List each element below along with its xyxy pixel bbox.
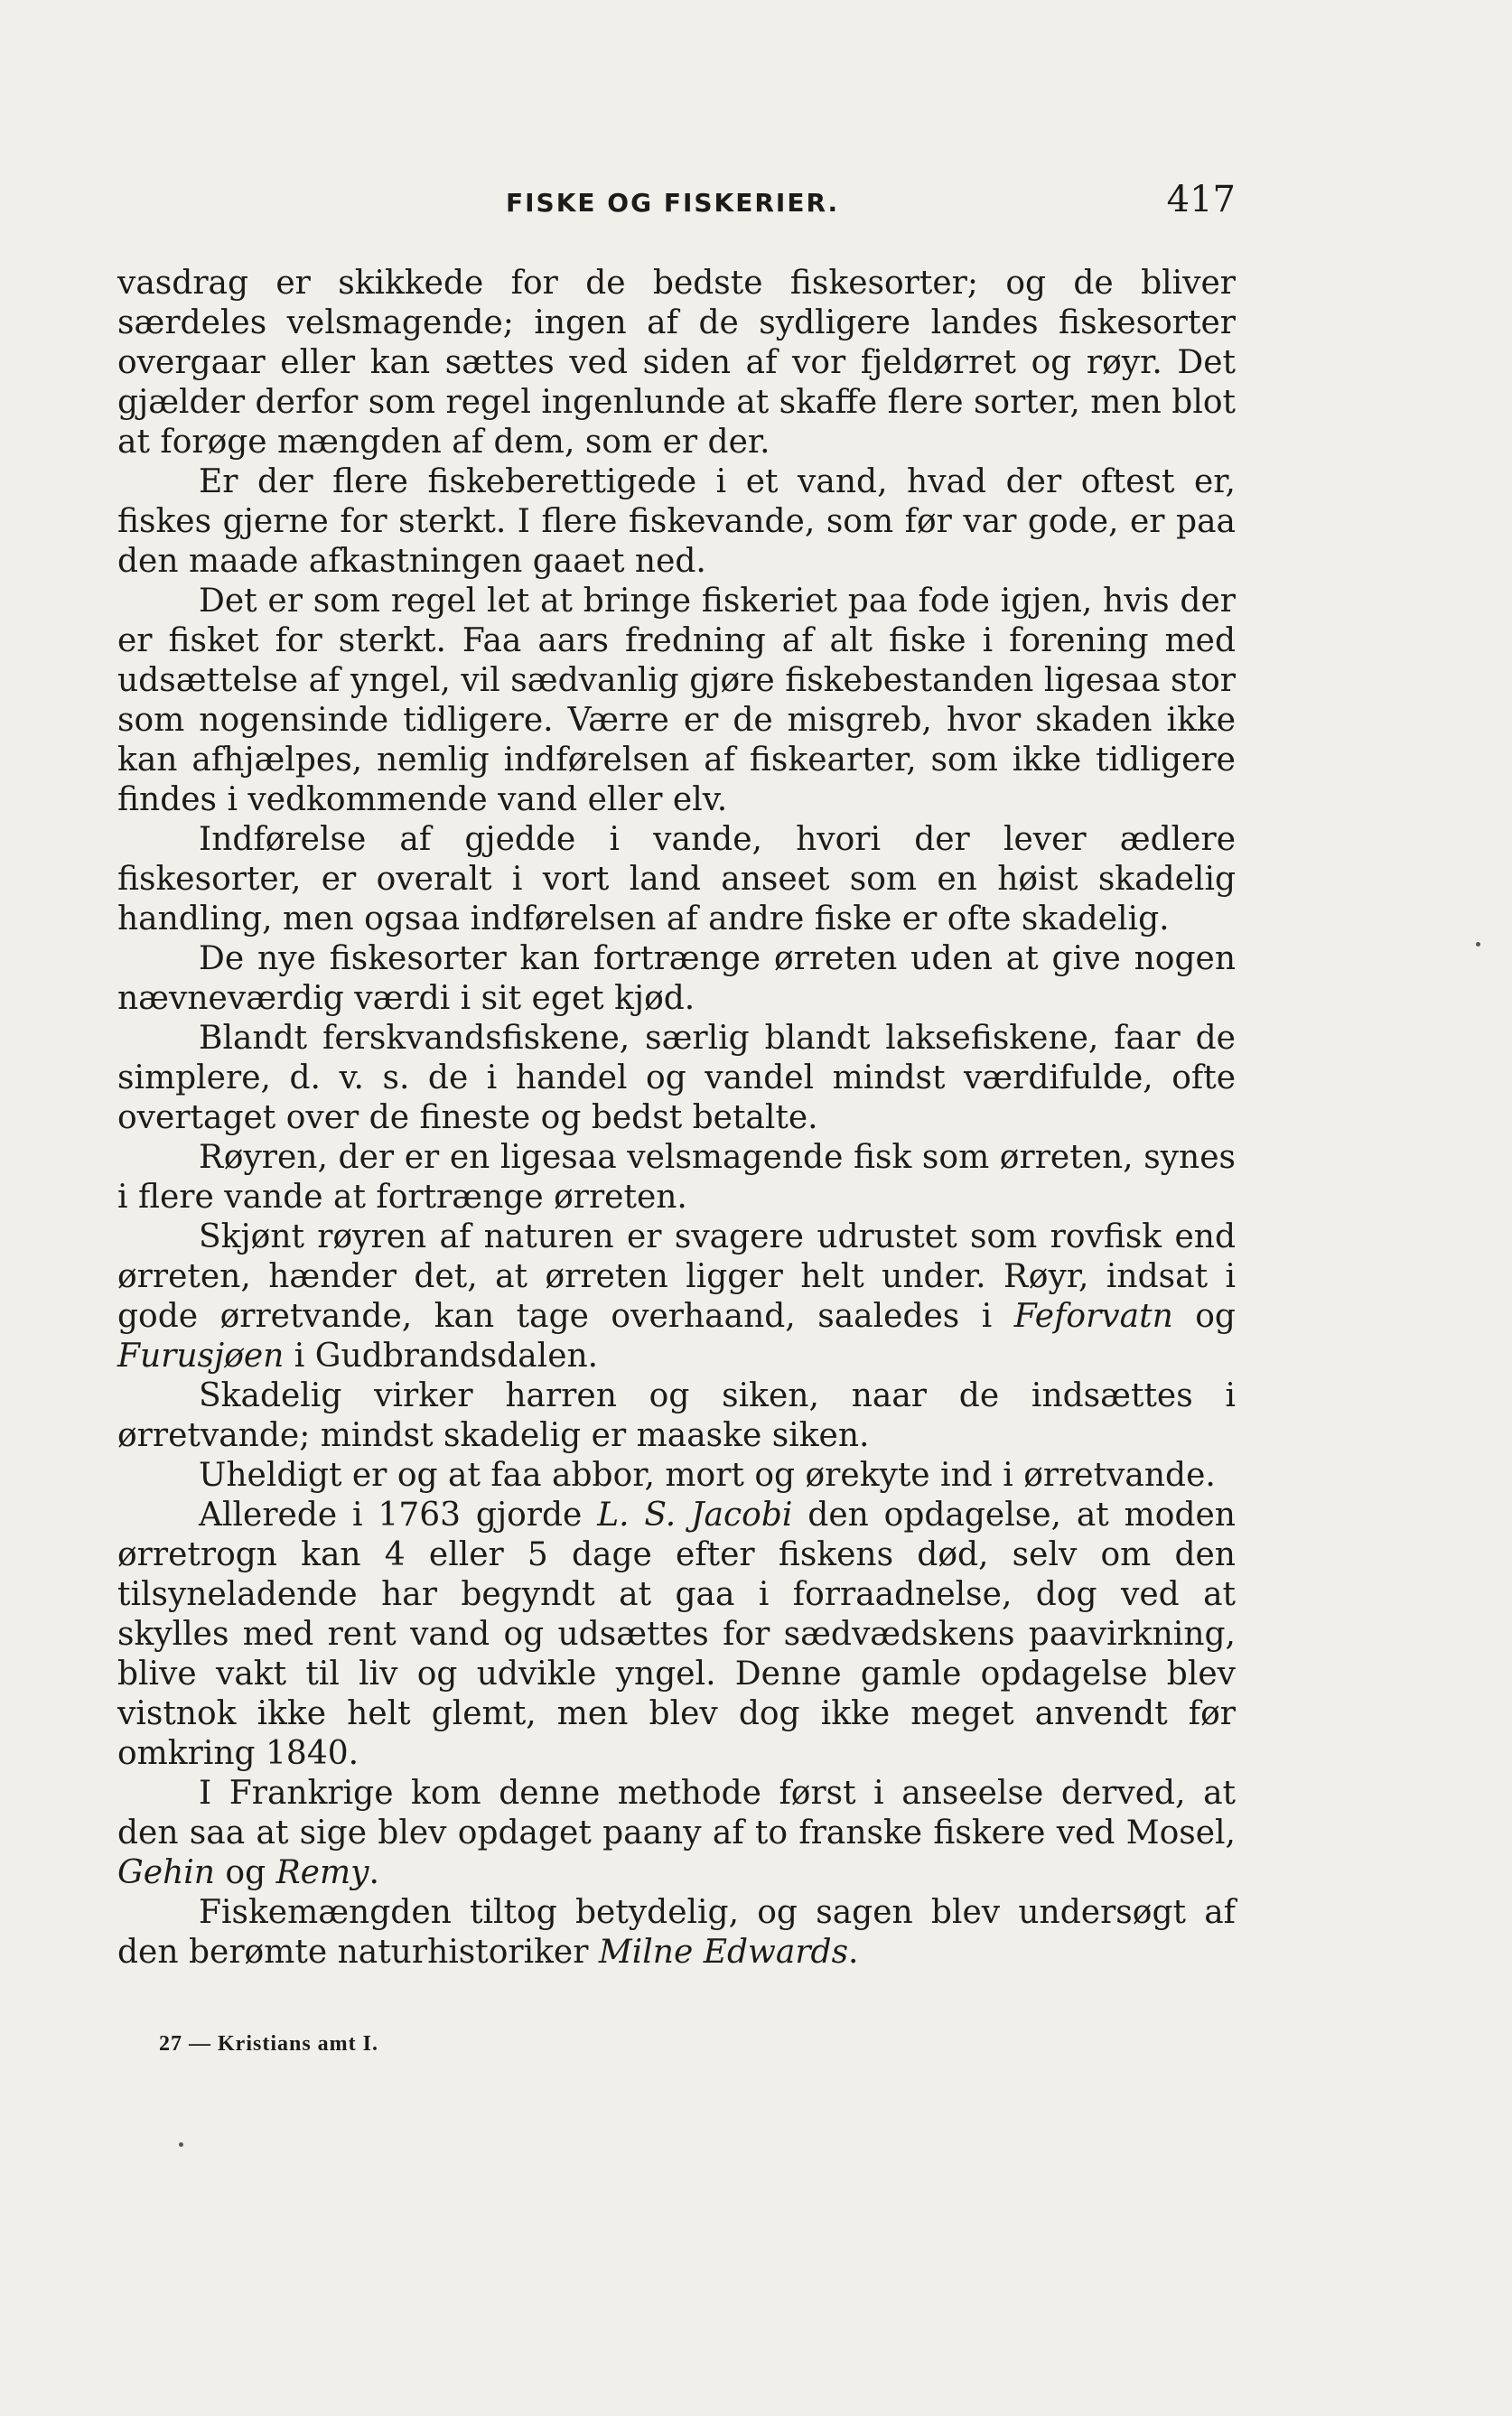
print-speck bbox=[179, 2142, 183, 2147]
text-run: i Gudbrandsdalen. bbox=[284, 1338, 599, 1375]
text-run: og bbox=[214, 1854, 276, 1891]
paragraph bbox=[117, 1893, 1236, 1973]
paragraph: Indførelse af gjedde i vande, hvori der lever ædlere fiskesorter, er overalt i vort land anseet som en høist skadelig handling, men ogsaa indførelsen af andre fiske er ofte skadelig. bbox=[117, 821, 1236, 937]
paragraph bbox=[117, 1496, 1236, 1774]
person-name: L. S. Jacobi bbox=[597, 1497, 793, 1534]
text-run: I Frankrige kom denne methode først i anseelse derved, at den saa at sige blev opdaget paany af to franske fiskere ved Mosel, bbox=[117, 1775, 1236, 1852]
paragraph: Skadelig virker harren og siken, naar de indsættes i ørretvande; mindst skadelig er maaske siken. bbox=[117, 1377, 1236, 1454]
page-number: 417 bbox=[1166, 179, 1236, 220]
paragraph: De nye fiskesorter kan fortrænge ørreten uden at give nogen nævneværdig værdi i sit eget kjød. bbox=[117, 940, 1236, 1017]
print-speck bbox=[1476, 942, 1480, 947]
place-name: Furusjøen bbox=[117, 1338, 285, 1375]
paragraph: vasdrag er skikkede for de bedste fiskesorter; og de bliver særdeles velsmagende; ingen af de sydligere landes fiskesorter overgaar eller kan sættes ved siden af vor fjeldørret og røyr. Det gjælder derfor som regel ingenlunde at skaffe flere sorter, men blot at forøge mængden af dem, som er der. bbox=[117, 265, 1236, 461]
person-name: Remy bbox=[275, 1854, 369, 1891]
paragraph: Røyren, der er en ligesaa velsmagende fisk som ørreten, synes i flere vande at fortrænge ørreten. bbox=[117, 1139, 1236, 1216]
paragraph: Blandt ferskvandsfiskene, særlig blandt laksefiskene, faar de simplere, d. v. s. de i handel og vandel mindst værdifulde, ofte overtaget over de fineste og bedst betalte. bbox=[117, 1020, 1236, 1136]
place-name: Feforvatn bbox=[1013, 1298, 1173, 1335]
person-name: Gehin bbox=[117, 1854, 215, 1891]
paragraph: Er der flere fiskeberettigede i et vand, hvad der oftest er, fiskes gjerne for sterkt. I flere fiskevande, som før var gode, er paa den maade afkastningen gaaet ned. bbox=[117, 463, 1236, 580]
text-run: Fiskemængden tiltog betydelig, og sagen blev undersøgt af den berømte naturhistoriker bbox=[117, 1894, 1236, 1971]
paragraph: Det er som regel let at bringe fiskeriet paa fode igjen, hvis der er fisket for sterkt. Faa aars fredning af alt fiske i forening med udsættelse af yngel, vil sædvanlig gjøre fiskebestanden ligesaa stor som nogensinde tidligere. Værre er de misgreb, hvor skaden ikke kan afhjælpes, nemlig indførelsen af fiskearter, som ikke tidligere findes i vedkommende vand eller elv. bbox=[117, 583, 1236, 818]
running-head: FISKE OG FISKERIER. bbox=[506, 188, 840, 218]
paragraph bbox=[117, 1217, 1236, 1376]
text-run: . bbox=[369, 1854, 379, 1891]
text-run: . bbox=[848, 1934, 859, 1971]
text-run: og bbox=[1172, 1298, 1236, 1335]
text-run: Skjønt røyren af naturen er svagere udrustet som rovfisk end ørreten, hænder det, at ørreten ligger helt under. Røyr, indsat i gode ørretvande, kan tage overhaand, saaledes i bbox=[117, 1218, 1236, 1335]
paragraph bbox=[117, 1774, 1236, 1893]
person-name: Milne Edwards bbox=[598, 1934, 849, 1971]
paragraph: Uheldigt er og at faa abbor, mort og ørekyte ind i ørretvande. bbox=[199, 1457, 1216, 1494]
text-run: den opdagelse, at moden ørretrogn kan 4 eller 5 dage efter fiskens død, selv om den tilsyneladende har begyndt at gaa i forraadnelse, dog ved at skylles med rent vand og udsættes for sædvædskens paavirkning, blive vakt til liv og udvikle yngel. Denne gamle opdagelse blev vistnok ikke helt glemt, men blev dog ikke meget anvendt før omkring 1840. bbox=[117, 1497, 1236, 1772]
text-run: Allerede i 1763 gjorde bbox=[199, 1497, 598, 1534]
signature-mark: 27 — Kristians amt I. bbox=[159, 2032, 378, 2056]
page-header bbox=[117, 179, 1236, 233]
body-text bbox=[117, 264, 1236, 1973]
